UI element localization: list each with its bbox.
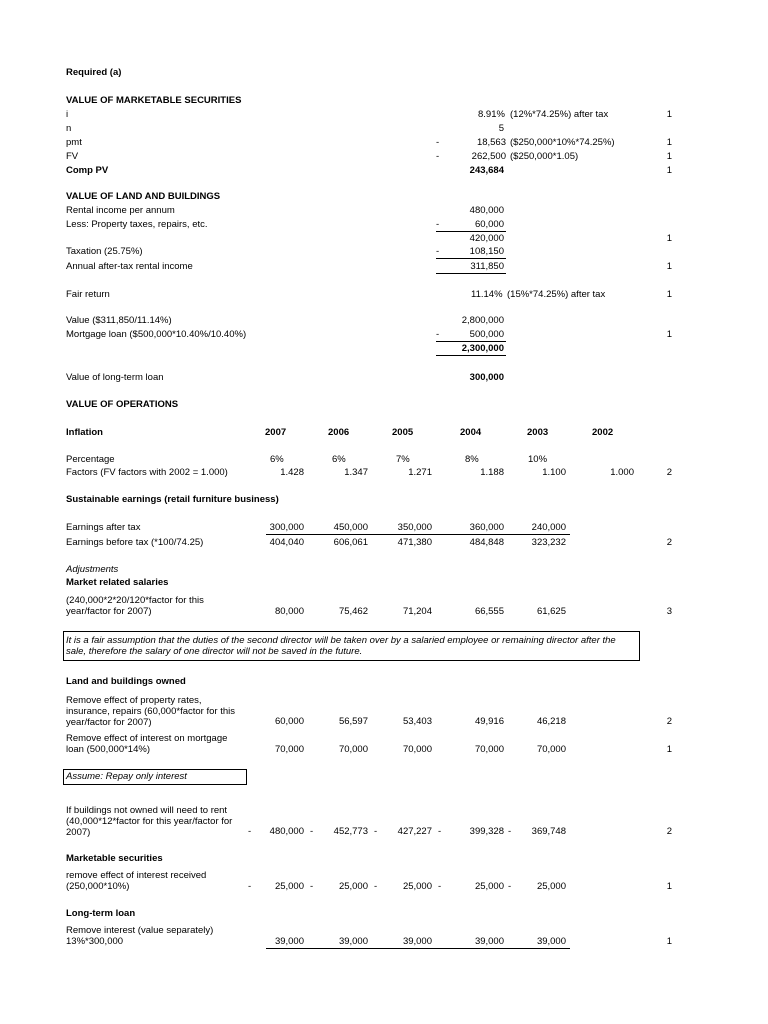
mark: 3 bbox=[666, 606, 672, 617]
value-mortgage: 500,000 bbox=[469, 329, 504, 340]
cell: 240,000 bbox=[531, 522, 566, 533]
value-value: 2,800,000 bbox=[461, 315, 504, 326]
label-after-tax-rental: Annual after-tax rental income bbox=[66, 261, 193, 272]
label-n: n bbox=[66, 123, 72, 134]
year-header: 2002 bbox=[592, 427, 614, 438]
note-box bbox=[63, 631, 640, 661]
label-long-term-loan: Value of long-term loan bbox=[66, 372, 164, 383]
cell: 452,773 bbox=[333, 826, 368, 837]
subtitle-sustainable-earnings: Sustainable earnings (retail furniture business) bbox=[66, 494, 279, 505]
cell: 1.188 bbox=[480, 467, 504, 478]
subtitle-land-buildings-owned: Land and buildings owned bbox=[66, 676, 186, 687]
rule bbox=[266, 534, 570, 535]
note-assume: Assume: Repay only interest bbox=[66, 771, 187, 782]
value-comp-pv: 243,684 bbox=[469, 165, 504, 176]
value-after-tax-rental: 311,850 bbox=[470, 261, 504, 272]
value-fair-return: 11.14% bbox=[471, 289, 503, 300]
cell: 75,462 bbox=[338, 606, 368, 617]
minus-sign: - bbox=[248, 826, 252, 837]
cell: 80,000 bbox=[274, 606, 304, 617]
minus-sign: - bbox=[438, 881, 442, 892]
note-pmt: ($250,000*10%*74.25%) bbox=[510, 137, 615, 148]
year-header: 2004 bbox=[460, 427, 482, 438]
cell: 399,328 bbox=[469, 826, 504, 837]
cell: 39,000 bbox=[536, 936, 566, 947]
cell: 1.271 bbox=[408, 467, 432, 478]
cell: 404,040 bbox=[269, 537, 304, 548]
label-property-taxes: Less: Property taxes, repairs, etc. bbox=[66, 219, 208, 230]
cell: 480,000 bbox=[269, 826, 304, 837]
label-earnings-before-tax: Earnings before tax (*100/74.25) bbox=[66, 537, 204, 548]
cell: 606,061 bbox=[333, 537, 368, 548]
label-pmt: pmt bbox=[66, 137, 82, 148]
cell: 70,000 bbox=[274, 744, 304, 755]
minus-sign: - bbox=[436, 137, 440, 148]
cell: 25,000 bbox=[274, 881, 304, 892]
label-value: Value ($311,850/11.14%) bbox=[66, 315, 172, 326]
value-pmt: 18,563 bbox=[476, 137, 506, 148]
label-rental-income: Rental income per annum bbox=[66, 205, 175, 216]
year-header: 2005 bbox=[392, 427, 414, 438]
minus-sign: - bbox=[436, 246, 440, 257]
cell: 39,000 bbox=[402, 936, 432, 947]
cell: 7% bbox=[396, 454, 410, 465]
cell: 427,227 bbox=[397, 826, 432, 837]
cell: 39,000 bbox=[274, 936, 304, 947]
value-i: 8.91% bbox=[478, 109, 505, 120]
cell: 61,625 bbox=[536, 606, 566, 617]
cell: 1.000 bbox=[610, 467, 634, 478]
cell: 1.100 bbox=[542, 467, 566, 478]
rule bbox=[436, 258, 506, 259]
mark: 1 bbox=[666, 329, 672, 340]
label-i: i bbox=[66, 109, 69, 120]
label-mortgage-interest: Remove effect of interest on mortgage loan (500,000*14%) bbox=[66, 733, 228, 755]
cell: 70,000 bbox=[338, 744, 368, 755]
cell: 350,000 bbox=[397, 522, 432, 533]
minus-sign: - bbox=[436, 219, 440, 230]
note-i: (12%*74.25%) after tax bbox=[510, 109, 609, 120]
minus-sign: - bbox=[436, 151, 440, 162]
minus-sign: - bbox=[436, 329, 440, 340]
label-rent: If buildings not owned will need to rent (40,000*12*factor for this year/factor for 2007) bbox=[66, 805, 233, 838]
minus-sign: - bbox=[508, 826, 512, 837]
value-n: 5 bbox=[498, 123, 504, 134]
mark: 1 bbox=[666, 233, 672, 244]
mark: 2 bbox=[666, 716, 672, 727]
cell: 25,000 bbox=[474, 881, 504, 892]
value-rental-income: 480,000 bbox=[469, 205, 504, 216]
value-subtotal: 420,000 bbox=[469, 233, 504, 244]
required-heading: Required (a) bbox=[66, 67, 122, 78]
section-title-marketable-securities: VALUE OF MARKETABLE SECURITIES bbox=[66, 95, 242, 106]
year-header: 2003 bbox=[527, 427, 549, 438]
cell: 6% bbox=[270, 454, 284, 465]
note-second-director: It is a fair assumption that the duties of the second director will be taken over by a salaried employee or remaining director after the sale, therefore the salary of one director will not be saved in the future. bbox=[66, 635, 616, 657]
cell: 70,000 bbox=[402, 744, 432, 755]
cell: 60,000 bbox=[274, 716, 304, 727]
mark: 1 bbox=[666, 744, 672, 755]
cell: 25,000 bbox=[338, 881, 368, 892]
cell: 56,597 bbox=[338, 716, 368, 727]
cell: 39,000 bbox=[338, 936, 368, 947]
cell: 46,218 bbox=[536, 716, 566, 727]
section-title-land-buildings: VALUE OF LAND AND BUILDINGS bbox=[66, 191, 221, 202]
label-comp-pv: Comp PV bbox=[66, 165, 109, 176]
cell: 450,000 bbox=[333, 522, 368, 533]
cell: 70,000 bbox=[474, 744, 504, 755]
value-property-taxes: 60,000 bbox=[474, 219, 504, 230]
label-adjustments: Adjustments bbox=[66, 564, 119, 575]
value-net-land: 2,300,000 bbox=[461, 343, 504, 354]
cell: 10% bbox=[528, 454, 548, 465]
cell: 323,232 bbox=[531, 537, 566, 548]
rule bbox=[436, 231, 506, 232]
subtitle-long-term-loan: Long-term loan bbox=[66, 908, 136, 919]
mark: 1 bbox=[666, 151, 672, 162]
label-interest-received: remove effect of interest received (250,000*10%) bbox=[66, 870, 207, 892]
mark: 2 bbox=[666, 467, 672, 478]
cell: 49,916 bbox=[474, 716, 504, 727]
mark: 1 bbox=[666, 261, 672, 272]
minus-sign: - bbox=[374, 881, 378, 892]
year-header: 2007 bbox=[265, 427, 287, 438]
assume-box bbox=[63, 769, 247, 785]
minus-sign: - bbox=[310, 881, 314, 892]
cell: 1.347 bbox=[344, 467, 368, 478]
cell: 300,000 bbox=[269, 522, 304, 533]
mark: 1 bbox=[666, 165, 672, 176]
cell: 71,204 bbox=[402, 606, 432, 617]
label-earnings-after-tax: Earnings after tax bbox=[66, 522, 141, 533]
rule bbox=[436, 273, 506, 274]
label-percentage: Percentage bbox=[66, 454, 115, 465]
year-header: 2006 bbox=[328, 427, 350, 438]
label-inflation: Inflation bbox=[66, 427, 103, 438]
subtitle-market-related-salaries: Market related salaries bbox=[66, 577, 169, 588]
label-fv: FV bbox=[66, 151, 79, 162]
label-taxation: Taxation (25.75%) bbox=[66, 246, 143, 257]
label-property-rates: Remove effect of property rates, insurance, repairs (60,000*factor for this year/factor for 2007) bbox=[66, 695, 235, 728]
minus-sign: - bbox=[374, 826, 378, 837]
rule bbox=[266, 948, 570, 949]
label-fair-return: Fair return bbox=[66, 289, 110, 300]
mark: 2 bbox=[666, 826, 672, 837]
cell: 66,555 bbox=[474, 606, 504, 617]
label-factors: Factors (FV factors with 2002 = 1.000) bbox=[66, 467, 228, 478]
cell: 6% bbox=[332, 454, 346, 465]
cell: 1.428 bbox=[280, 467, 304, 478]
cell: 53,403 bbox=[402, 716, 432, 727]
cell: 471,380 bbox=[397, 537, 432, 548]
cell: 360,000 bbox=[469, 522, 504, 533]
cell: 39,000 bbox=[474, 936, 504, 947]
mark: 1 bbox=[666, 109, 672, 120]
cell: 484,848 bbox=[469, 537, 504, 548]
mark: 1 bbox=[666, 936, 672, 947]
minus-sign: - bbox=[438, 826, 442, 837]
cell: 70,000 bbox=[536, 744, 566, 755]
cell: 25,000 bbox=[402, 881, 432, 892]
value-fv: 262,500 bbox=[471, 151, 506, 162]
mark: 1 bbox=[666, 137, 672, 148]
rule bbox=[436, 355, 506, 356]
note-fair-return: (15%*74.25%) after tax bbox=[507, 289, 606, 300]
section-title-operations: VALUE OF OPERATIONS bbox=[66, 399, 179, 410]
minus-sign: - bbox=[508, 881, 512, 892]
mark: 2 bbox=[666, 537, 672, 548]
rule bbox=[436, 341, 506, 342]
label-remove-interest: Remove interest (value separately) 13%*300,000 bbox=[66, 925, 214, 947]
label-salaries-formula: (240,000*2*20/120*factor for this year/factor for 2007) bbox=[66, 595, 204, 617]
minus-sign: - bbox=[248, 881, 252, 892]
subtitle-marketable-securities: Marketable securities bbox=[66, 853, 163, 864]
value-long-term-loan: 300,000 bbox=[469, 372, 504, 383]
cell: 25,000 bbox=[536, 881, 566, 892]
note-fv: ($250,000*1.05) bbox=[510, 151, 579, 162]
mark: 1 bbox=[666, 881, 672, 892]
mark: 1 bbox=[666, 289, 672, 300]
label-mortgage: Mortgage loan ($500,000*10.40%/10.40%) bbox=[66, 329, 247, 340]
value-taxation: 108,150 bbox=[469, 246, 504, 257]
cell: 369,748 bbox=[531, 826, 566, 837]
minus-sign: - bbox=[310, 826, 314, 837]
cell: 8% bbox=[465, 454, 479, 465]
